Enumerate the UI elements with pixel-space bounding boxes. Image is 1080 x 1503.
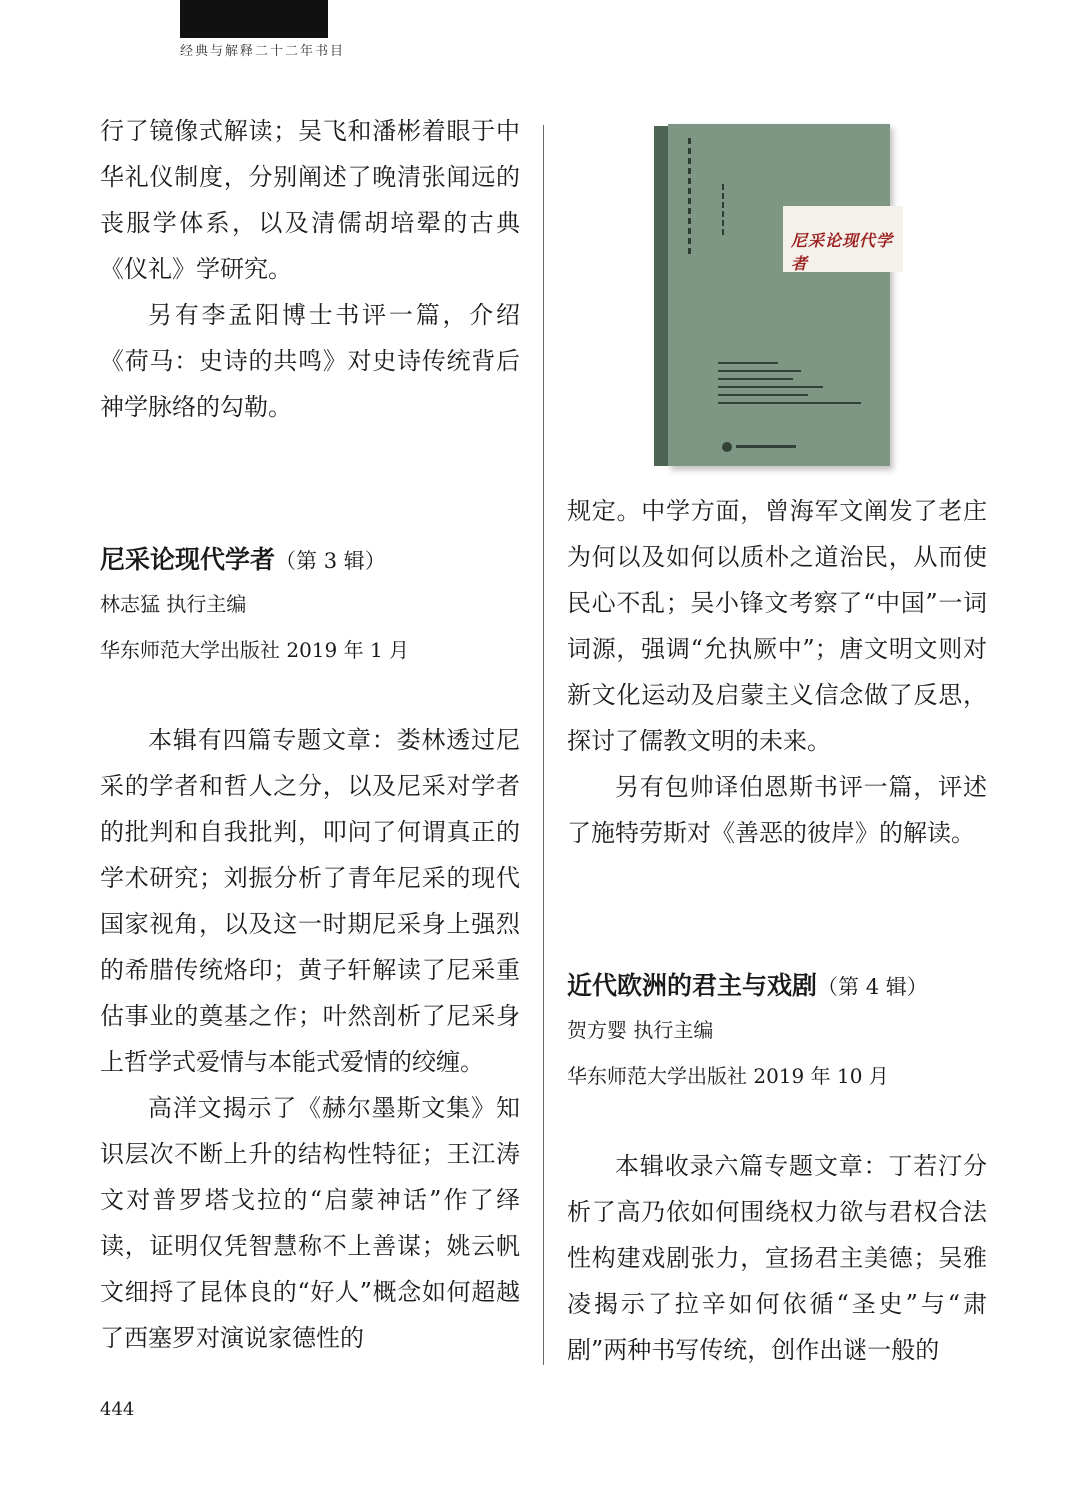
book-editor: 贺方婴 执行主编 (567, 1018, 714, 1042)
right-column (567, 488, 987, 1373)
paragraph: 本辑有四篇专题文章：娄林透过尼采的学者和哲人之分，以及尼采对学者的批判和自我批判，叩问了何谓真正的学术研究；刘振分析了青年尼采的现代国家视角，以及这一时期尼采身上强烈的希腊传统烙印；黄子轩解读了尼采重估事业的奠基之作；叶然剖析了尼采身上哲学式爱情与本能式爱情的绞缠。 (100, 726, 520, 1076)
cover-publisher-line (736, 445, 796, 448)
cover-contents-lines (718, 362, 868, 410)
cover-vertical-text (686, 138, 694, 318)
paragraph: 另有包帅译伯恩斯书评一篇，评述了施特劳斯对《善恶的彼岸》的解读。 (567, 773, 987, 847)
cover-label (783, 206, 903, 272)
book-publisher: 华东师范大学出版社 2019 年 10 月 (567, 1064, 889, 1088)
book-publisher: 华东师范大学出版社 2019 年 1 月 (100, 638, 410, 662)
book-title (100, 540, 520, 581)
cover-series-text (722, 184, 758, 274)
book-volume: （第 4 辑） (817, 975, 928, 999)
book-cover-image (654, 120, 894, 472)
book-editor: 林志猛 执行主编 (100, 592, 247, 616)
running-title: 经典与解释二十二年书目 (180, 44, 346, 59)
book-title-text: 尼采论现代学者 (100, 545, 276, 574)
paragraph: 高洋文揭示了《赫尔墨斯文集》知识层次不断上升的结构性特征；王江涛文对普罗塔戈拉的“启蒙神话”作了绎读，证明仅凭智慧称不上善谋；姚云帆文细捋了昆体良的“好人”概念如何超越了西塞罗对演说家德性的 (100, 1094, 520, 1352)
page-number: 444 (100, 1399, 135, 1420)
paragraph: 另有李孟阳博士书评一篇，介绍《荷马：史诗的共鸣》对史诗传统背后神学脉络的勾勒。 (100, 301, 520, 421)
cover-front (668, 124, 894, 466)
header-tab (180, 0, 328, 38)
left-column (100, 108, 520, 1361)
paragraph: 本辑收录六篇专题文章：丁若汀分析了高乃依如何围绕权力欲与君权合法性构建戏剧张力，宣扬君主美德；吴雅凌揭示了拉辛如何依循“圣史”与“肃剧”两种书写传统，创作出谜一般的 (567, 1152, 987, 1364)
cover-label-title: 尼采论现代学者 (791, 231, 894, 273)
publisher-logo-icon (722, 442, 732, 452)
book-title-text: 近代欧洲的君主与戏剧 (567, 971, 818, 1000)
book-title (567, 966, 987, 1007)
paragraph: 行了镜像式解读；吴飞和潘彬着眼于中华礼仪制度，分别阐述了晚清张闻远的丧服学体系，以及清儒胡培翚的古典《仪礼》学研究。 (100, 117, 520, 283)
paragraph: 规定。中学方面，曾海军文阐发了老庄为何以及如何以质朴之道治民，从而使民心不乱；吴小锋文考察了“中国”一词词源，强调“允执厥中”；唐文明文则对新文化运动及启蒙主义信念做了反思，探讨了儒教文明的未来。 (567, 497, 987, 755)
column-divider (543, 125, 544, 1365)
book-volume: （第 3 辑） (275, 549, 386, 573)
